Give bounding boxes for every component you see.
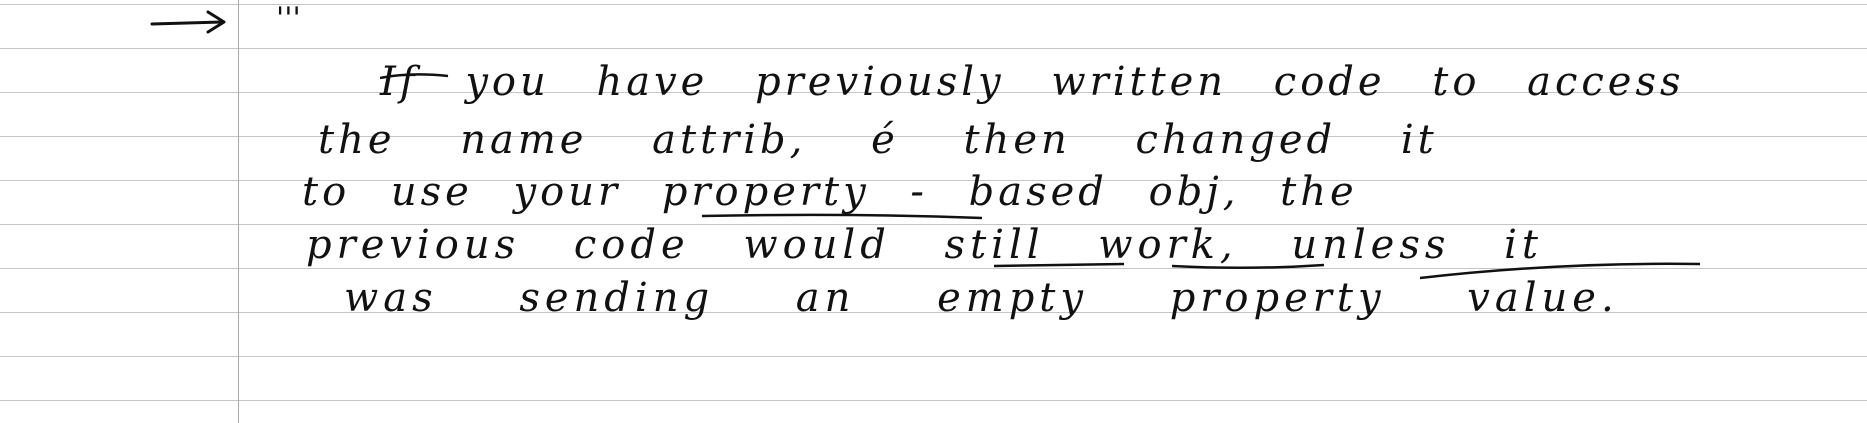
ruled-line [0,356,1867,357]
quote-mark: ''' [276,1,301,36]
note-line-4: previous code would still work, unless it [306,222,1543,268]
ruled-line [0,268,1867,269]
note-line-2: the name attrib, é then changed it [318,117,1438,163]
note-line-5: was sending an empty property value. [344,275,1619,321]
ruled-line [0,400,1867,401]
margin-rule [238,0,239,423]
note-line-3: to use your property - based obj, the [302,169,1358,215]
arrow-right-icon [150,2,230,38]
note-line-1: If you have previously written code to access [380,59,1685,105]
property-underline [702,215,982,218]
ruled-line [0,48,1867,49]
